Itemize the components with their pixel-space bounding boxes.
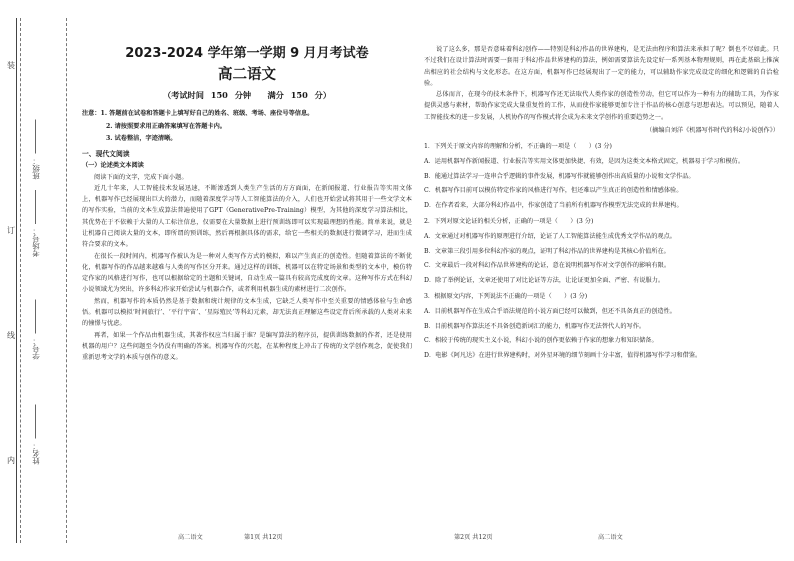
binding-margin xyxy=(0,0,74,561)
class-field-blank xyxy=(36,120,37,154)
question-stem: 3．根据原文内容，下列说法不正确的一项是（ ）(3 分) xyxy=(424,293,588,301)
question-option[interactable]: A．运用机器写作新闻报道、行业报告等实用文体更加快捷、有效，是因为这类文本格式固定，机器易于学习和模仿。 xyxy=(424,157,745,165)
exam-room-field[interactable] xyxy=(30,190,42,257)
passage-paragraph: 在很长一段时间内，机器写作被认为是一种对人类写作方式的模拟，难以产生真正的创造性。但随着算法的不断优化，机器写作的作品越来越难与人类的写作区分开来。通过这样的训练，机器可以在特定场景和类型的文本中，模仿特定作家的风格进行写作，也可以根据给定的主题和关键词，自动生成一篇具有较高完成度的文章。这种写作方式在科幻小说领域尤为突出，许多科幻作家开始尝试与机器合作，或者利用机器生成的素材进行二次创作。 xyxy=(82,252,412,294)
question-option[interactable]: B．文章第三段引用多位科幻作家的观点，证明了科幻作品的世界建构是其核心价值所在。 xyxy=(424,247,670,255)
name-field[interactable] xyxy=(30,405,42,465)
binding-rule-dashed xyxy=(20,18,21,543)
right-column xyxy=(424,44,779,361)
student-id-field[interactable] xyxy=(30,300,42,360)
footer-page-number: 第1页 共12页 xyxy=(244,534,283,541)
student-id-field-blank xyxy=(36,300,37,334)
exam-room-field-label: 考场号： xyxy=(31,227,41,257)
name-field-label: 姓名： xyxy=(31,442,41,465)
passage-paragraph: 近几十年来，人工智能技术发展迅速，不断渗透到人类生产生活的方方面面，在新闻报道、行业报告等实用文体上，机器写作已经展现出巨大的潜力，而随着深度学习等人工智能算法的介入，人们也开始尝试将其用于一些文学文本的写作实验，当前的文本生成算法普遍使用了GPT（GenerativePre-Training）模型，为其他的深度学习算法相比，其优势在于不依赖于大量的人工标注信息，仅需要在大量数据上进行预训练即可以实现最理想的性能。简单来说，就是让机器自己阅读大量的文本，即所谓的预训练，然后再根据具体的需求，给它一些相关的数据进行微调学习，进而生成符合要求的文本。 xyxy=(82,184,412,249)
footer-subject: 高二语文 xyxy=(598,534,623,541)
name-field-blank xyxy=(36,405,37,439)
seal-char: 线 xyxy=(7,331,15,340)
passage-paragraph: 总体而言，在现今的技术条件下，机器写作还无法取代人类作家的创造性劳动，但它可以作为一种有力的辅助工具，为作家提供灵感与素材，帮助作家完成大量重复性的工作，从而使作家能够更加专注于作品的核心创意与思想表达。可以预见，随着人工智能技术的进一步发展，人机协作的写作模式将会成为未来文学创作的重要趋势之一。 xyxy=(424,91,779,121)
question-option[interactable]: C．相较于传统的现实主义小说，科幻小说的创作更依赖于作家的想象力和知识储备。 xyxy=(424,337,658,345)
note-item: 注意：1. 答题前在试卷和答题卡上填写好自己的姓名、班级、考场、座位号等信息。 xyxy=(82,110,314,117)
passage-paragraph: 再者，如果一个作品由机器生成，其著作权应当归属于谁？是编写算法的程序员，提供训练数据的作者，还是使用机器的用户？这些问题至今仍没有明确的答案。机器写作的兴起，在某种程度上冲击了传统的文学创作观念，促使我们重新思考文学的本质与创作的意义。 xyxy=(82,331,412,362)
binding-rule-outer xyxy=(16,18,17,543)
question-option[interactable]: D．除了举例论证，文章还使用了对比论证等方法，让论证更加全面、严密、有说服力。 xyxy=(424,276,665,284)
question-option[interactable]: B．目前机器写作算法还不具备创造新词汇的能力，机器写作无法替代人的写作。 xyxy=(424,322,646,330)
footer-page-number: 第2页 共12页 xyxy=(454,534,493,541)
section-heading: 一、现代文阅读 xyxy=(82,149,130,158)
subsection-heading: （一）论述类文本阅读 xyxy=(82,161,144,169)
exam-title: 2023-2024 学年第一学期 9 月月考试卷 xyxy=(125,46,369,61)
note-item: 2. 请按照要求用正确答案填写在答题卡内。 xyxy=(106,122,226,130)
seal-char: 订 xyxy=(7,226,15,235)
question-option[interactable]: D．在作者看来，大部分科幻作品中，作家创造了当前所有机器写作模型无法完成的世界建构。 xyxy=(424,201,683,209)
question-option[interactable]: B．能通过算法学习一连串合乎逻辑的事件发展，机器写作就能够创作出高质量的小说和文学作品。 xyxy=(424,172,695,180)
seal-char: 内 xyxy=(7,456,15,465)
class-field[interactable] xyxy=(30,120,42,180)
binding-rule-inner xyxy=(66,18,67,543)
passage-source: （摘编自刘洋《机器写作时代的科幻小说创作》） xyxy=(645,127,779,135)
question-option[interactable]: C．机器写作目前可以模仿特定作家的风格进行写作，但还难以产生真正的创造性和情感体验。 xyxy=(424,187,683,195)
left-column xyxy=(82,44,412,364)
note-item: 3. 试卷整洁，字迹清晰。 xyxy=(106,135,177,142)
question-stem: 1．下列关于原文内容的理解和分析，不正确的一项是（ ）(3 分) xyxy=(424,143,612,151)
question-option[interactable]: A．文章通过对机器写作的原理进行介绍，论证了人工智能算法能生成优秀文学作品的观点。 xyxy=(424,232,676,240)
class-field-label: 班级： xyxy=(31,157,41,180)
passage-paragraph: 然而，机器写作的本质仍然是基于数据和统计规律的文本生成，它缺乏人类写作中至关重要的情感体验与生命感悟。机器可以模拟‘时间旅行’、‘平行宇宙’、‘星际殖民’等科幻元素，却无法真正理解这些设定背后所承载的人类对未来的憧憬与忧虑。 xyxy=(82,297,412,328)
question-option[interactable]: D．电影《阿凡达》在进行世界建构时，对外星环境的细节刻画十分丰富，值得机器写作学习和借鉴。 xyxy=(424,351,702,359)
seal-char: 装 xyxy=(7,61,15,70)
exam-notes xyxy=(82,108,412,146)
exam-subject: 高二语文 xyxy=(218,67,276,83)
student-id-field-label: 学号： xyxy=(31,337,41,360)
question-option[interactable]: C．文章最后一段对科幻作品世界建构的论证，意在说明机器写作对文学创作的影响有限。 xyxy=(424,262,671,270)
passage-paragraph: 说了这么多，那是否意味着科幻创作——特别是科幻作品的世界建构，是无法由程序和算法来承担了呢？倒也不尽如此。只不过我们在设计算法时需要一套用于科幻作品世界建构的算法，例如需要算法先设定好一系列基本物理规则，再在此基础上推演出相应的社会结构与文化形态。在这方面，机器写作已经展现出了一定的能力，可以辅助作家完成设定的细化和逻辑的自洽检验。 xyxy=(424,46,779,87)
question-stem: 2．下列对原文论证的相关分析，正确的一项是（ ）(3 分) xyxy=(424,218,594,226)
question-option[interactable]: A．目前机器写作在生成合乎语法规范的小说方面已经可以做到，但还不具备真正的创造性。 xyxy=(424,307,676,315)
reading-instruction: 阅读下面的文字，完成下面小题。 xyxy=(94,173,188,181)
exam-meta: （考试时间 150 分钟 满分 150 分） xyxy=(162,90,332,100)
exam-room-field-blank xyxy=(36,190,37,224)
footer-subject: 高二语文 xyxy=(178,534,203,541)
